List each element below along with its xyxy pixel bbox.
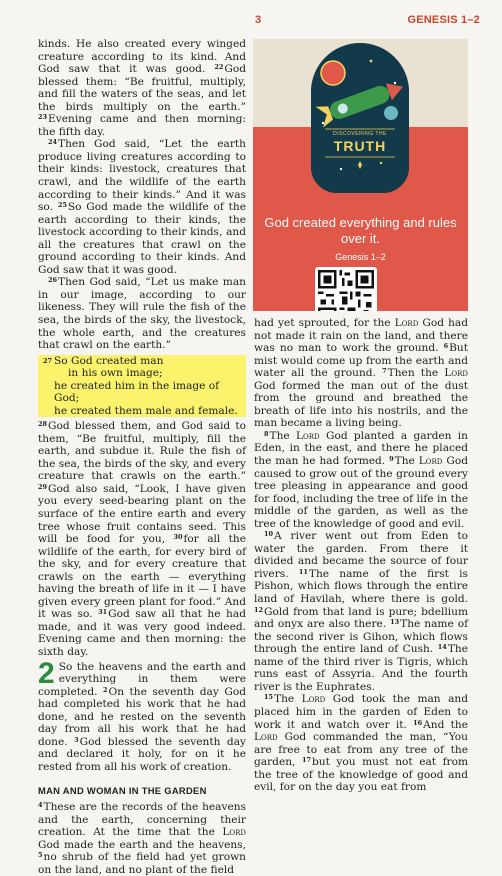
verse-number: 14 (437, 643, 447, 652)
verse-number: 10 (264, 530, 274, 539)
chapter-paragraph: 2 So the heavens and the earth and everything in them were completed. $^2$On the seventh day God had completed his work that he had done, and he rested on the seventh day from all his work that he had done. $^3$God blessed the seventh day and declared it holy, for on it he rested from all his work of creation. (38, 656, 246, 773)
verse-number: 9 (389, 455, 394, 464)
verse-number: 17 (301, 756, 311, 765)
poem-line: he created them male and female. (38, 405, 246, 418)
verse-number: 23 (38, 113, 48, 122)
verse-number: 11 (298, 567, 308, 576)
verse-number: 5 (38, 851, 43, 860)
verse-number: 27 (43, 356, 53, 365)
verse-number: 13 (390, 618, 400, 627)
paragraph: $^{28}$God blessed them, and God said to them, “Be fruitful, multiply, fill the earth, and subdue it. Rule the fish of the sea, the birds of the sky, and every creature that crawls on the earth.” $^{29}$God also said, “Look, I have given you every seed-bearing plant on the surface of the entire earth and every tree whose fruit contains seed. This will be food for you, $^{30}$for all the wildlife of the earth, for every bird of the sky, and for every creature that crawls on the earth — everything having the breath of life in it — I have given every green plant for food.” And it was so. $^{31}$God saw all that he had made, and it was very good indeed. Evening came and then morning: the sixth day. (38, 420, 246, 659)
lord-small-caps: Lord (418, 455, 443, 468)
paragraph: had yet sprouted, for the Lord God had not made it rain on the land, and there was no man to work the ground. $^6$But mist would come up from the earth and water all the ground. $^7$Then the Lord God formed the man out of the dust from the ground and breathed the breath of life into his nostrils, and the man became a living being. (254, 317, 469, 430)
paragraph: $^{24}$Then God said, “Let the earth produce living creatures according to their kinds: livestock, creatures that crawl, and the wildlife of the earth according to their kinds.” And it was so. $^{25}$So God made the wildlife of the earth according to their kinds, the livestock according to their kinds, and all the creatures that crawl on the ground according to their kinds. And God saw that it was good. (38, 138, 246, 276)
verse-number: 31 (98, 608, 108, 617)
verse-number: 3 (74, 735, 79, 744)
lord-small-caps: Lord (254, 731, 278, 744)
verse-number: 29 (38, 482, 48, 491)
lord-small-caps: Lord (394, 317, 419, 329)
verse-number: 12 (254, 605, 264, 614)
discovering-truth-callout (253, 39, 468, 311)
verse-number: 26 (48, 276, 58, 285)
running-head: GENESIS 1–2 (407, 14, 480, 26)
page-header (0, 14, 502, 30)
lord-small-caps: Lord (222, 826, 246, 839)
callout-statement: God created everything and rules over it. (264, 215, 457, 246)
badge-subtitle: DISCOVERING THE (333, 131, 387, 137)
verse-number: 2 (102, 685, 108, 694)
truth-badge (311, 43, 409, 193)
paragraph: $^8$The Lord God planted a garden in Eden, in the east, and there he placed the man he had formed. $^9$The Lord God caused to grow out of the ground every tree pleasing in appearance and good for food, including the tree of life in the middle of the garden, as well as the tree of the knowledge of good and evil. (254, 429, 468, 530)
paragraph: $^{15}$The Lord God took the man and placed him in the garden of Eden to work it and watch over it. $^{16}$And the Lord God commanded the man, “You are free to eat from any tree of the garden, $^{17}$but you must not eat from the tree of the knowledge of good and evil, for on the day you eat from (254, 693, 469, 794)
verse-number: 24 (48, 138, 58, 147)
verse-number: 4 (38, 801, 43, 810)
section-heading: MAN AND WOMAN IN THE GARDEN (38, 785, 207, 797)
callout-reference: Genesis 1–2 (335, 252, 386, 262)
star-icon (370, 60, 373, 63)
poem-line: in his own image; (38, 367, 246, 380)
verse-number: 16 (413, 718, 423, 727)
verse-number: 28 (38, 420, 48, 429)
lord-small-caps: Lord (296, 429, 320, 442)
qr-code-icon (315, 267, 377, 311)
poem-line: 27 So God created man (38, 355, 246, 368)
badge-title: TRUTH (333, 138, 387, 154)
paragraph: $^4$These are the records of the heavens and the earth, concerning their creation. At the time that the Lord God made the earth and the heavens, $^5$no shrub of the field had yet grown on the land, and no plant of the field (38, 801, 246, 876)
verse-number: 30 (173, 533, 183, 542)
verse-number: 6 (443, 342, 449, 351)
verse-number: 22 (214, 63, 224, 72)
space-illustration (311, 43, 409, 193)
lord-small-caps: Lord (444, 367, 468, 380)
page-number: 3 (255, 14, 262, 26)
verse-number: 8 (264, 429, 269, 438)
paragraph: $^{10}$A river went out from Eden to water the garden. From there it divided and became the source of four rivers. $^{11}$The name of the first is Pishon, which flows through the entire land of Havilah, where there is gold. $^{12}$Gold from that land is pure; bdellium and onyx are also there. $^{13}$The name of the second river is Gihon, which flows through the entire land of Cush. $^{14}$The name of the third river is Tigris, which runs east of Assyria. And the fourth river is the Euphrates. (254, 530, 468, 693)
chapter-number: 2 (38, 656, 55, 690)
lord-small-caps: Lord (301, 693, 326, 706)
paragraph: $^{26}$Then God said, “Let us make man in our image, according to our likeness. They will rule the fish of the sea, the birds of the sky, the livestock, the whole earth, and the creatures that crawl on the earth.” (38, 276, 246, 352)
left-column (38, 38, 246, 876)
poem-line: he created him in the image of God; (38, 380, 246, 405)
right-column (254, 317, 468, 794)
paragraph: kinds. He also created every winged creature according to its kind. And God saw that it was good. $^{22}$God blessed them: “Be fruitful, multiply, and fill the waters of the seas, and let the birds multiply on the earth.” $^{23}$Evening came and then morning: the fifth day. (38, 38, 246, 138)
verse-number: 7 (382, 367, 387, 376)
verse-number: 15 (264, 693, 274, 702)
verse-number: 25 (57, 201, 67, 210)
highlighted-poem (38, 355, 246, 418)
